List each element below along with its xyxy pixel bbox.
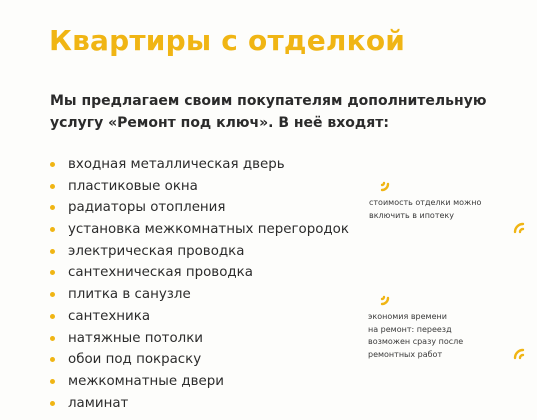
bullet-dot-icon [50,162,55,167]
signal-arc-icon [380,292,394,306]
bullet-dot-icon [50,249,55,254]
list-item-label: обои под покраску [68,352,202,368]
included-items-list [50,154,349,414]
bullet-dot-icon [50,401,55,406]
bullet-dot-icon [50,357,55,362]
time-note-line-1: экономия времени [368,312,447,321]
list-item [50,176,349,198]
bullet-dot-icon [50,292,55,297]
intro-line-2: услугу «Ремонт под ключ». В неё входят: [50,115,389,131]
bullet-dot-icon [50,184,55,189]
signal-arc-icon [380,178,394,192]
bullet-dot-icon [50,336,55,341]
list-item [50,349,349,371]
signal-arc-icon [513,220,527,234]
list-item-label: входная металлическая дверь [68,157,285,172]
list-item-label: плитка в санузле [68,287,191,303]
bullet-dot-icon [50,379,55,384]
list-item-label: установка межкомнатных перегородок [68,222,349,238]
time-note-line-3: возможен сразу после [368,337,464,346]
list-item-label: натяжные потолки [68,330,203,346]
list-item-label: радиаторы отопления [68,200,226,216]
time-saving-note [368,311,463,361]
list-item [50,262,349,284]
list-item [50,219,349,241]
list-item-label: сантехническая проводка [68,265,253,281]
list-item [50,154,349,176]
list-item [50,393,349,415]
mortgage-note-line-1: стоимость отделки можно [369,198,482,207]
list-item [50,328,349,350]
intro-line-1: Мы предлагаем своим покупателям дополнительную [50,93,487,109]
bullet-dot-icon [50,205,55,210]
list-item [50,241,349,263]
list-item [50,284,349,306]
mortgage-note [369,197,481,222]
signal-arc-icon [513,346,527,360]
list-item-label: ламинат [68,395,129,411]
time-note-line-4: ремонтных работ [368,349,443,359]
list-item-label: межкомнатные двери [68,373,224,389]
list-item [50,371,349,393]
mortgage-note-line-2: включить в ипотеку [369,210,454,220]
list-item-label: сантехника [68,308,151,324]
intro-text [50,90,487,134]
bullet-dot-icon [50,314,55,319]
page-title: Квартиры с отделкой [49,24,406,57]
list-item-label: электрическая проводка [68,243,245,259]
list-item-label: пластиковые окна [68,178,198,194]
list-item [50,197,349,219]
time-note-line-2: на ремонт: переезд [368,324,452,334]
bullet-dot-icon [50,227,55,232]
list-item [50,306,349,328]
bullet-dot-icon [50,270,55,275]
